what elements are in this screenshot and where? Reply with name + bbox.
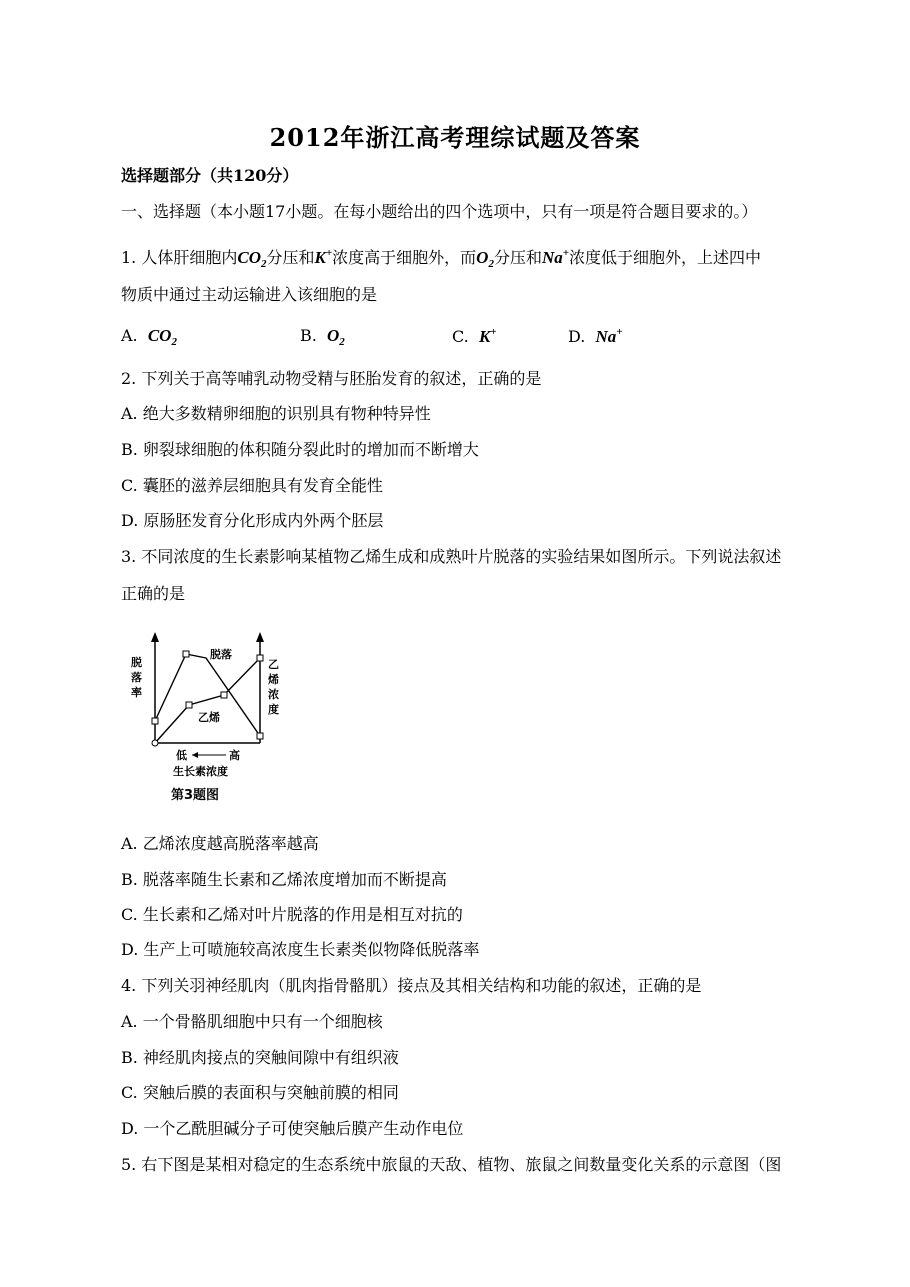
q2-option-a: A. 绝大多数精卵细胞的识别具有物种特异性 xyxy=(121,404,431,423)
formula-o2: $O_2$ xyxy=(476,248,494,270)
q2-option-c: C. 囊胚的滋养层细胞具有发育全能性 xyxy=(121,476,383,495)
q3-diagram xyxy=(118,628,293,808)
svg-text:烯: 烯 xyxy=(268,673,279,686)
q5-stem: 5. 右下图是某相对稳定的生态系统中旅鼠的天敌、植物、旅鼠之间数量变化关系的示意图（图 xyxy=(121,1155,782,1174)
x-axis-title: 生长素浓度 xyxy=(173,765,228,778)
svg-text:率: 率 xyxy=(131,686,142,699)
formula-co2: $CO_2$ xyxy=(237,248,267,270)
series-label-ethylene: 乙烯 xyxy=(198,711,220,724)
left-axis-arrow-icon xyxy=(151,632,159,642)
arrow-left-icon xyxy=(192,752,198,758)
svg-text:浓: 浓 xyxy=(268,688,279,701)
q3-stem-line2: 正确的是 xyxy=(121,584,186,603)
q4-option-b: B. 神经肌肉接点的突触间隙中有组织液 xyxy=(121,1048,399,1067)
q3-option-b: B. 脱落率随生长素和乙烯浓度增加而不断提高 xyxy=(121,870,447,889)
svg-text:脱: 脱 xyxy=(131,656,142,669)
ethylene-point xyxy=(186,702,192,708)
abscission-point xyxy=(183,651,189,657)
q4-option-a: A. 一个骨骼肌细胞中只有一个细胞核 xyxy=(121,1012,383,1031)
abscission-point xyxy=(257,733,263,739)
ethylene-point xyxy=(221,692,227,698)
q3-stem-line1: 3. 不同浓度的生长素影响某植物乙烯生成和成熟叶片脱落的实验结果如图所示。下列说法叙述 xyxy=(121,547,782,566)
x-high-label: 高 xyxy=(229,749,240,762)
q1-option-d: D. Na+ xyxy=(568,326,623,346)
x-low-label: 低 xyxy=(176,749,187,762)
ethylene-curve xyxy=(155,658,260,743)
q1-text-1: 人体肝细胞内 xyxy=(141,248,238,267)
ethylene-point xyxy=(152,740,158,746)
section-heading: 选择题部分（共120分） xyxy=(121,166,299,185)
q1-option-b: B. $O_2$ xyxy=(300,326,345,348)
page-title: 2012年浙江高考理综试题及答案 xyxy=(269,123,641,152)
svg-text:乙: 乙 xyxy=(268,658,279,671)
ethylene-point xyxy=(257,655,263,661)
q2-stem: 2. 下列关于高等哺乳动物受精与胚胎发育的叙述，正确的是 xyxy=(121,369,542,388)
q3-option-a: A. 乙烯浓度越高脱落率越高 xyxy=(121,834,319,853)
formula-k-ion: K+ xyxy=(314,247,333,267)
q1-stem-line2: 物质中通过主动运输进入该细胞的是 xyxy=(121,285,378,304)
q2-option-d: D. 原肠胚发育分化形成内外两个胚层 xyxy=(121,511,384,530)
figure-caption: 第3题图 xyxy=(171,788,220,803)
abscission-point xyxy=(152,718,158,724)
svg-text:度: 度 xyxy=(268,703,279,716)
q3-figure xyxy=(118,628,293,808)
instructions: 一、选择题（本小题17小题。在每小题给出的四个选项中，只有一项是符合题目要求的。） xyxy=(121,202,758,221)
q3-option-d: D. 生产上可喷施较高浓度生长素类似物降低脱落率 xyxy=(121,940,480,959)
q4-stem: 4. 下列关羽神经肌肉（肌肉指骨骼肌）接点及其相关结构和功能的叙述，正确的是 xyxy=(121,976,702,995)
q1-stem-line1: 1. 人体肝细胞内$CO_2$分压和K+浓度高于细胞外，而$O_2$分压和Na+浓度低于细胞外，上述四中 xyxy=(121,247,762,270)
formula-na-ion: Na+ xyxy=(541,247,570,267)
q2-option-b: B. 卵裂球细胞的体积随分裂此时的增加而不断增大 xyxy=(121,440,479,459)
series-label-abscission: 脱落 xyxy=(210,648,232,661)
right-axis-arrow-icon xyxy=(256,632,264,642)
q4-option-c: C. 突触后膜的表面积与突触前膜的相同 xyxy=(121,1083,399,1102)
q1-option-c: C. K+ xyxy=(452,326,497,346)
q3-option-c: C. 生长素和乙烯对叶片脱落的作用是相互对抗的 xyxy=(121,905,463,924)
q1-option-a: A. $CO_2$ xyxy=(121,326,177,348)
q1-number: 1. xyxy=(121,248,137,267)
y-right-label xyxy=(268,658,279,716)
y-left-label xyxy=(131,655,142,699)
svg-text:落: 落 xyxy=(131,671,142,684)
q4-option-d: D. 一个乙酰胆碱分子可使突触后膜产生动作电位 xyxy=(121,1119,464,1138)
